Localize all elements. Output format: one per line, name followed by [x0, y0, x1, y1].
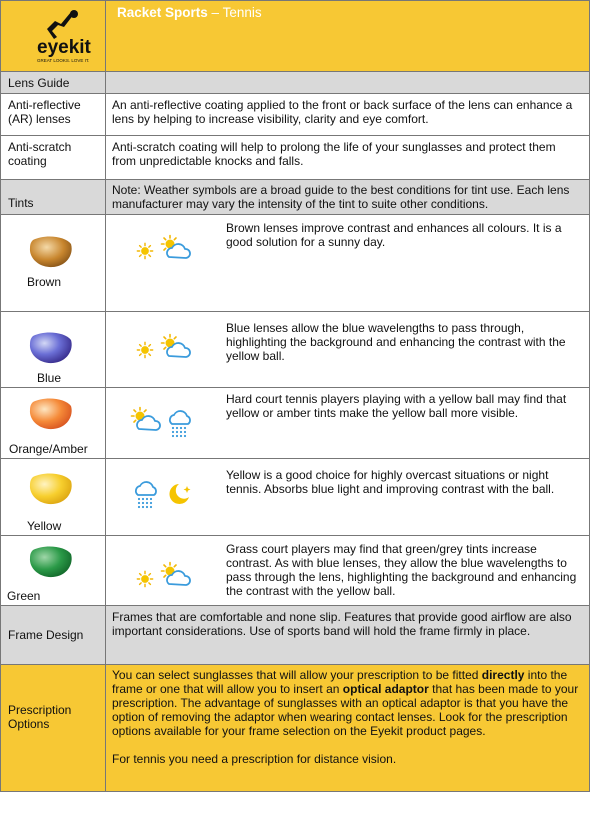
prescription-paragraph: You can select sunglasses that will allow your prescription to be fitted directly into the frame or one that will allow you to insert an optical adaptor that has been made to your prescription. The advantage of sunglasses with an optical adaptor is that you have the option of removing the adaptor when wearing contact lenses. Look for the prescription options available for your frame selection on the Eyekit product pages. — [112, 668, 579, 738]
tint-blue-text: Blue lenses allow the blue wavelengths to pass through, highlighting the background and enhancing the contrast with the yellow ball. — [226, 321, 566, 363]
tint-blue-cell — [1, 312, 106, 388]
tint-green-info — [106, 536, 590, 606]
frame-design-label: Frame Design — [1, 606, 106, 665]
tint-brown-info — [106, 215, 590, 312]
moon-icon — [166, 481, 192, 507]
tint-green-text: Grass court players may find that green/grey tints increase contrast. As with blue lenses, they allow the blue wavelengths to pass through the lens, highlighting the background and enhancing the contrast with the yellow ball. — [226, 542, 577, 598]
tint-name-blue: Blue — [37, 371, 62, 385]
tint-name-green: Green — [7, 589, 41, 603]
brown-lens-image — [27, 232, 75, 272]
ar-text: An anti-reflective coating applied to the front or back surface of the lens can enhance a lens by helping to increase visibility, clarity and eye comfort. — [106, 94, 590, 136]
lens-guide-blank — [106, 72, 590, 94]
prescription-label: Prescription Options — [1, 665, 106, 792]
scratch-label: Anti-scratch coating — [1, 136, 106, 180]
tint-yellow-cell — [1, 459, 106, 536]
tint-name-orange: Orange/Amber — [9, 442, 88, 456]
tint-brown-text: Brown lenses improve contrast and enhances all colours. It is a good solution for a sunny day. — [226, 221, 562, 249]
blue-lens-image — [27, 328, 75, 368]
green-lens-image — [27, 542, 75, 582]
tint-yellow-text: Yellow is a good choice for highly overcast situations or night tennis. Absorbs blue light and improving contrast with the ball. — [226, 468, 555, 496]
ar-label: Anti-reflective (AR) lenses — [1, 94, 106, 136]
tint-green-cell — [1, 536, 106, 606]
page-title: Racket Sports – Tennis — [117, 5, 262, 20]
tint-blue-info — [106, 312, 590, 388]
scratch-text: Anti-scratch coating will help to prolong the life of your sunglasses and protect them from unpredictable knocks and falls. — [106, 136, 590, 180]
rain-cloud-icon — [166, 408, 194, 438]
sun-cloud-icon — [160, 333, 192, 361]
prescription-text — [106, 665, 590, 792]
tint-yellow-info — [106, 459, 590, 536]
sun-icon — [136, 242, 154, 260]
lens-guide-label: Lens Guide — [1, 72, 106, 94]
frame-design-text: Frames that are comfortable and none slip. Features that provide good airflow are also important considerations. Use of sports band will hold the frame firmly in place. — [106, 606, 590, 665]
sun-icon — [136, 570, 154, 588]
tints-label: Tints — [1, 180, 106, 215]
page-title-cell — [106, 1, 590, 72]
tint-orange-cell — [1, 388, 106, 459]
logo-text: eyekit — [37, 37, 91, 58]
sun-icon — [136, 341, 154, 359]
prescription-distance-note: For tennis you need a prescription for distance vision. — [112, 752, 397, 766]
tint-name-brown: Brown — [27, 275, 62, 289]
sun-cloud-icon — [160, 234, 192, 262]
rain-cloud-icon — [132, 479, 160, 509]
tint-name-yellow: Yellow — [27, 519, 62, 533]
yellow-lens-image — [27, 469, 75, 509]
logo-cell — [1, 1, 106, 72]
sun-cloud-icon — [160, 561, 192, 589]
tint-orange-text: Hard court tennis players playing with a yellow ball may find that yellow or amber tints make the yellow ball more visible. — [226, 392, 567, 420]
eyekit-logo — [27, 7, 95, 65]
tint-orange-info — [106, 388, 590, 459]
orange-lens-image — [27, 394, 75, 434]
tint-brown-cell — [1, 215, 106, 312]
sun-cloud-icon — [130, 406, 162, 434]
tints-note: Note: Weather symbols are a broad guide to the best conditions for tint use. Each lens manufacturer may vary the intensity of the tint to suite other conditions. — [106, 180, 590, 215]
logo-tagline: GREAT LOOKS. LOVE IT. — [37, 58, 90, 63]
